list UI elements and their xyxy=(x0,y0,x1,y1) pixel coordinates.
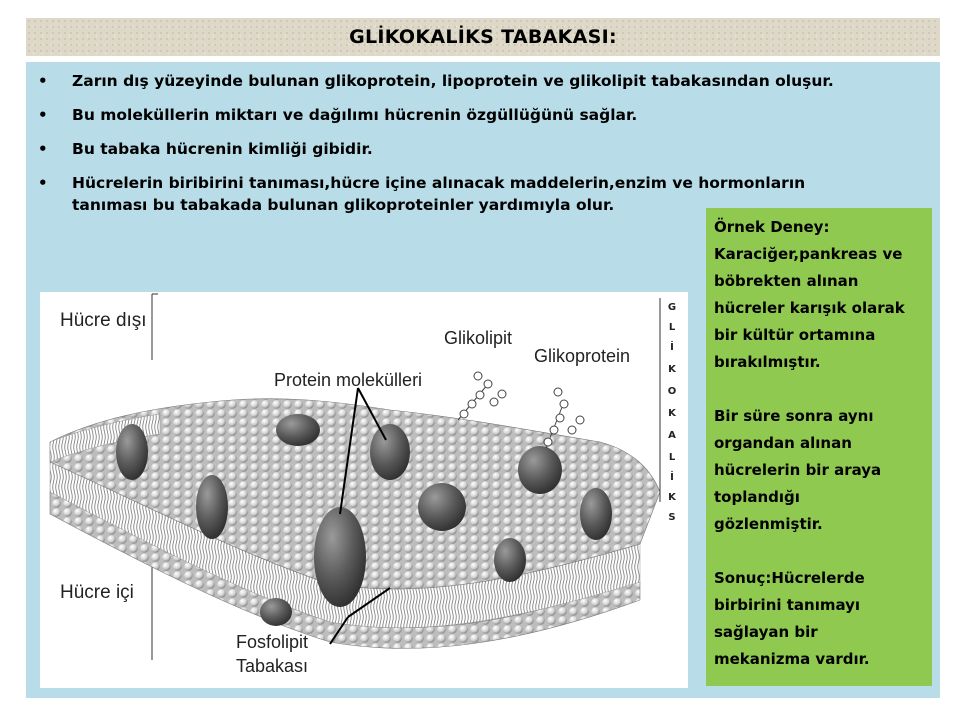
bullet-text: Hücrelerin biribirini tanıması,hücre içine alınacak maddelerin,enzim ve hormonların xyxy=(72,174,806,192)
example-heading: Örnek Deney: xyxy=(714,218,830,236)
inside-label: Hücre içi xyxy=(60,582,134,603)
result-line: birbirini tanımayı xyxy=(714,596,861,614)
protein-molecule xyxy=(418,483,466,531)
example-line: toplandığı xyxy=(714,488,800,506)
vertical-letter: L xyxy=(668,452,676,463)
bullet-text: Bu tabaka hücrenin kimliği gibidir. xyxy=(72,140,373,158)
vertical-letter: K xyxy=(668,408,676,419)
protein-molecule xyxy=(494,538,526,582)
glycocalyx-vertical-label xyxy=(668,302,677,523)
vertical-letter: O xyxy=(667,386,677,397)
example-line: Karaciğer,pankreas ve xyxy=(714,245,903,263)
title-bar xyxy=(26,18,940,56)
membrane-figure xyxy=(40,292,688,688)
protein-molecule xyxy=(370,424,410,480)
example-experiment-box xyxy=(706,208,932,686)
outside-label: Hücre dışı xyxy=(60,310,147,331)
bullet-item xyxy=(34,70,924,92)
paragraph-gap xyxy=(714,376,926,403)
bullet-icon: • xyxy=(38,174,48,192)
protein-molecule xyxy=(314,507,366,607)
vertical-letter: İ xyxy=(670,472,674,483)
result-line xyxy=(714,565,926,592)
result-line: sağlayan bir xyxy=(714,623,818,641)
vertical-letter: S xyxy=(668,512,676,523)
protein-molecule xyxy=(518,446,562,494)
protein-molecule xyxy=(276,414,320,446)
protein-molecule xyxy=(116,424,148,480)
protein-molecule xyxy=(196,475,228,539)
example-line: bir kültür ortamına xyxy=(714,326,876,344)
paragraph-gap xyxy=(714,538,926,565)
protein-label: Protein molekülleri xyxy=(274,370,423,390)
vertical-letter: K xyxy=(668,364,676,375)
result-text: Hücrelerde xyxy=(771,569,865,587)
protein-molecule xyxy=(260,598,292,626)
bullet-text: Bu moleküllerin miktarı ve dağılımı hücrenin özgüllüğünü sağlar. xyxy=(72,106,638,124)
example-line: gözlenmiştir. xyxy=(714,515,823,533)
vertical-letter: İ xyxy=(670,342,674,353)
result-line: mekanizma vardır. xyxy=(714,650,870,668)
vertical-letter: G xyxy=(667,302,677,313)
example-line: böbrekten alınan xyxy=(714,272,859,290)
bullet-text: Zarın dış yüzeyinde bulunan glikoprotein, lipoprotein ve glikolipit tabakasından oluşur. xyxy=(72,72,834,90)
bullet-item xyxy=(34,104,924,126)
bullet-icon: • xyxy=(38,140,48,158)
bullet-icon: • xyxy=(38,106,48,124)
outside-bracket xyxy=(152,294,158,360)
bullet-list xyxy=(34,70,924,228)
bullet-text-continued: tanıması bu tabakada bulunan glikoproteinler yardımıyla olur. xyxy=(72,196,615,214)
result-label: Sonuç: xyxy=(714,569,772,587)
example-line: hücreler karışık olarak xyxy=(714,299,905,317)
phospholipid-label-line1: Fosfolipit xyxy=(236,632,309,652)
example-line: bırakılmıştır. xyxy=(714,353,821,371)
protein-molecule xyxy=(580,488,612,540)
slide-title: GLİKOKALİKS TABAKASI: xyxy=(349,26,617,48)
glycoprotein-label: Glikoprotein xyxy=(534,346,631,366)
example-line: hücrelerin bir araya xyxy=(714,461,882,479)
glycolipid-chain xyxy=(458,372,506,420)
vertical-letter: L xyxy=(668,322,676,333)
bullet-item xyxy=(34,138,924,160)
vertical-letter: K xyxy=(668,492,676,503)
glycolipid-label: Glikolipit xyxy=(444,328,513,348)
example-line: Bir süre sonra aynı xyxy=(714,407,874,425)
example-line: organdan alınan xyxy=(714,434,852,452)
phospholipid-label-line2: Tabakası xyxy=(236,656,309,676)
bullet-icon: • xyxy=(38,72,48,90)
membrane-diagram xyxy=(40,292,688,688)
vertical-letter: A xyxy=(668,430,676,441)
